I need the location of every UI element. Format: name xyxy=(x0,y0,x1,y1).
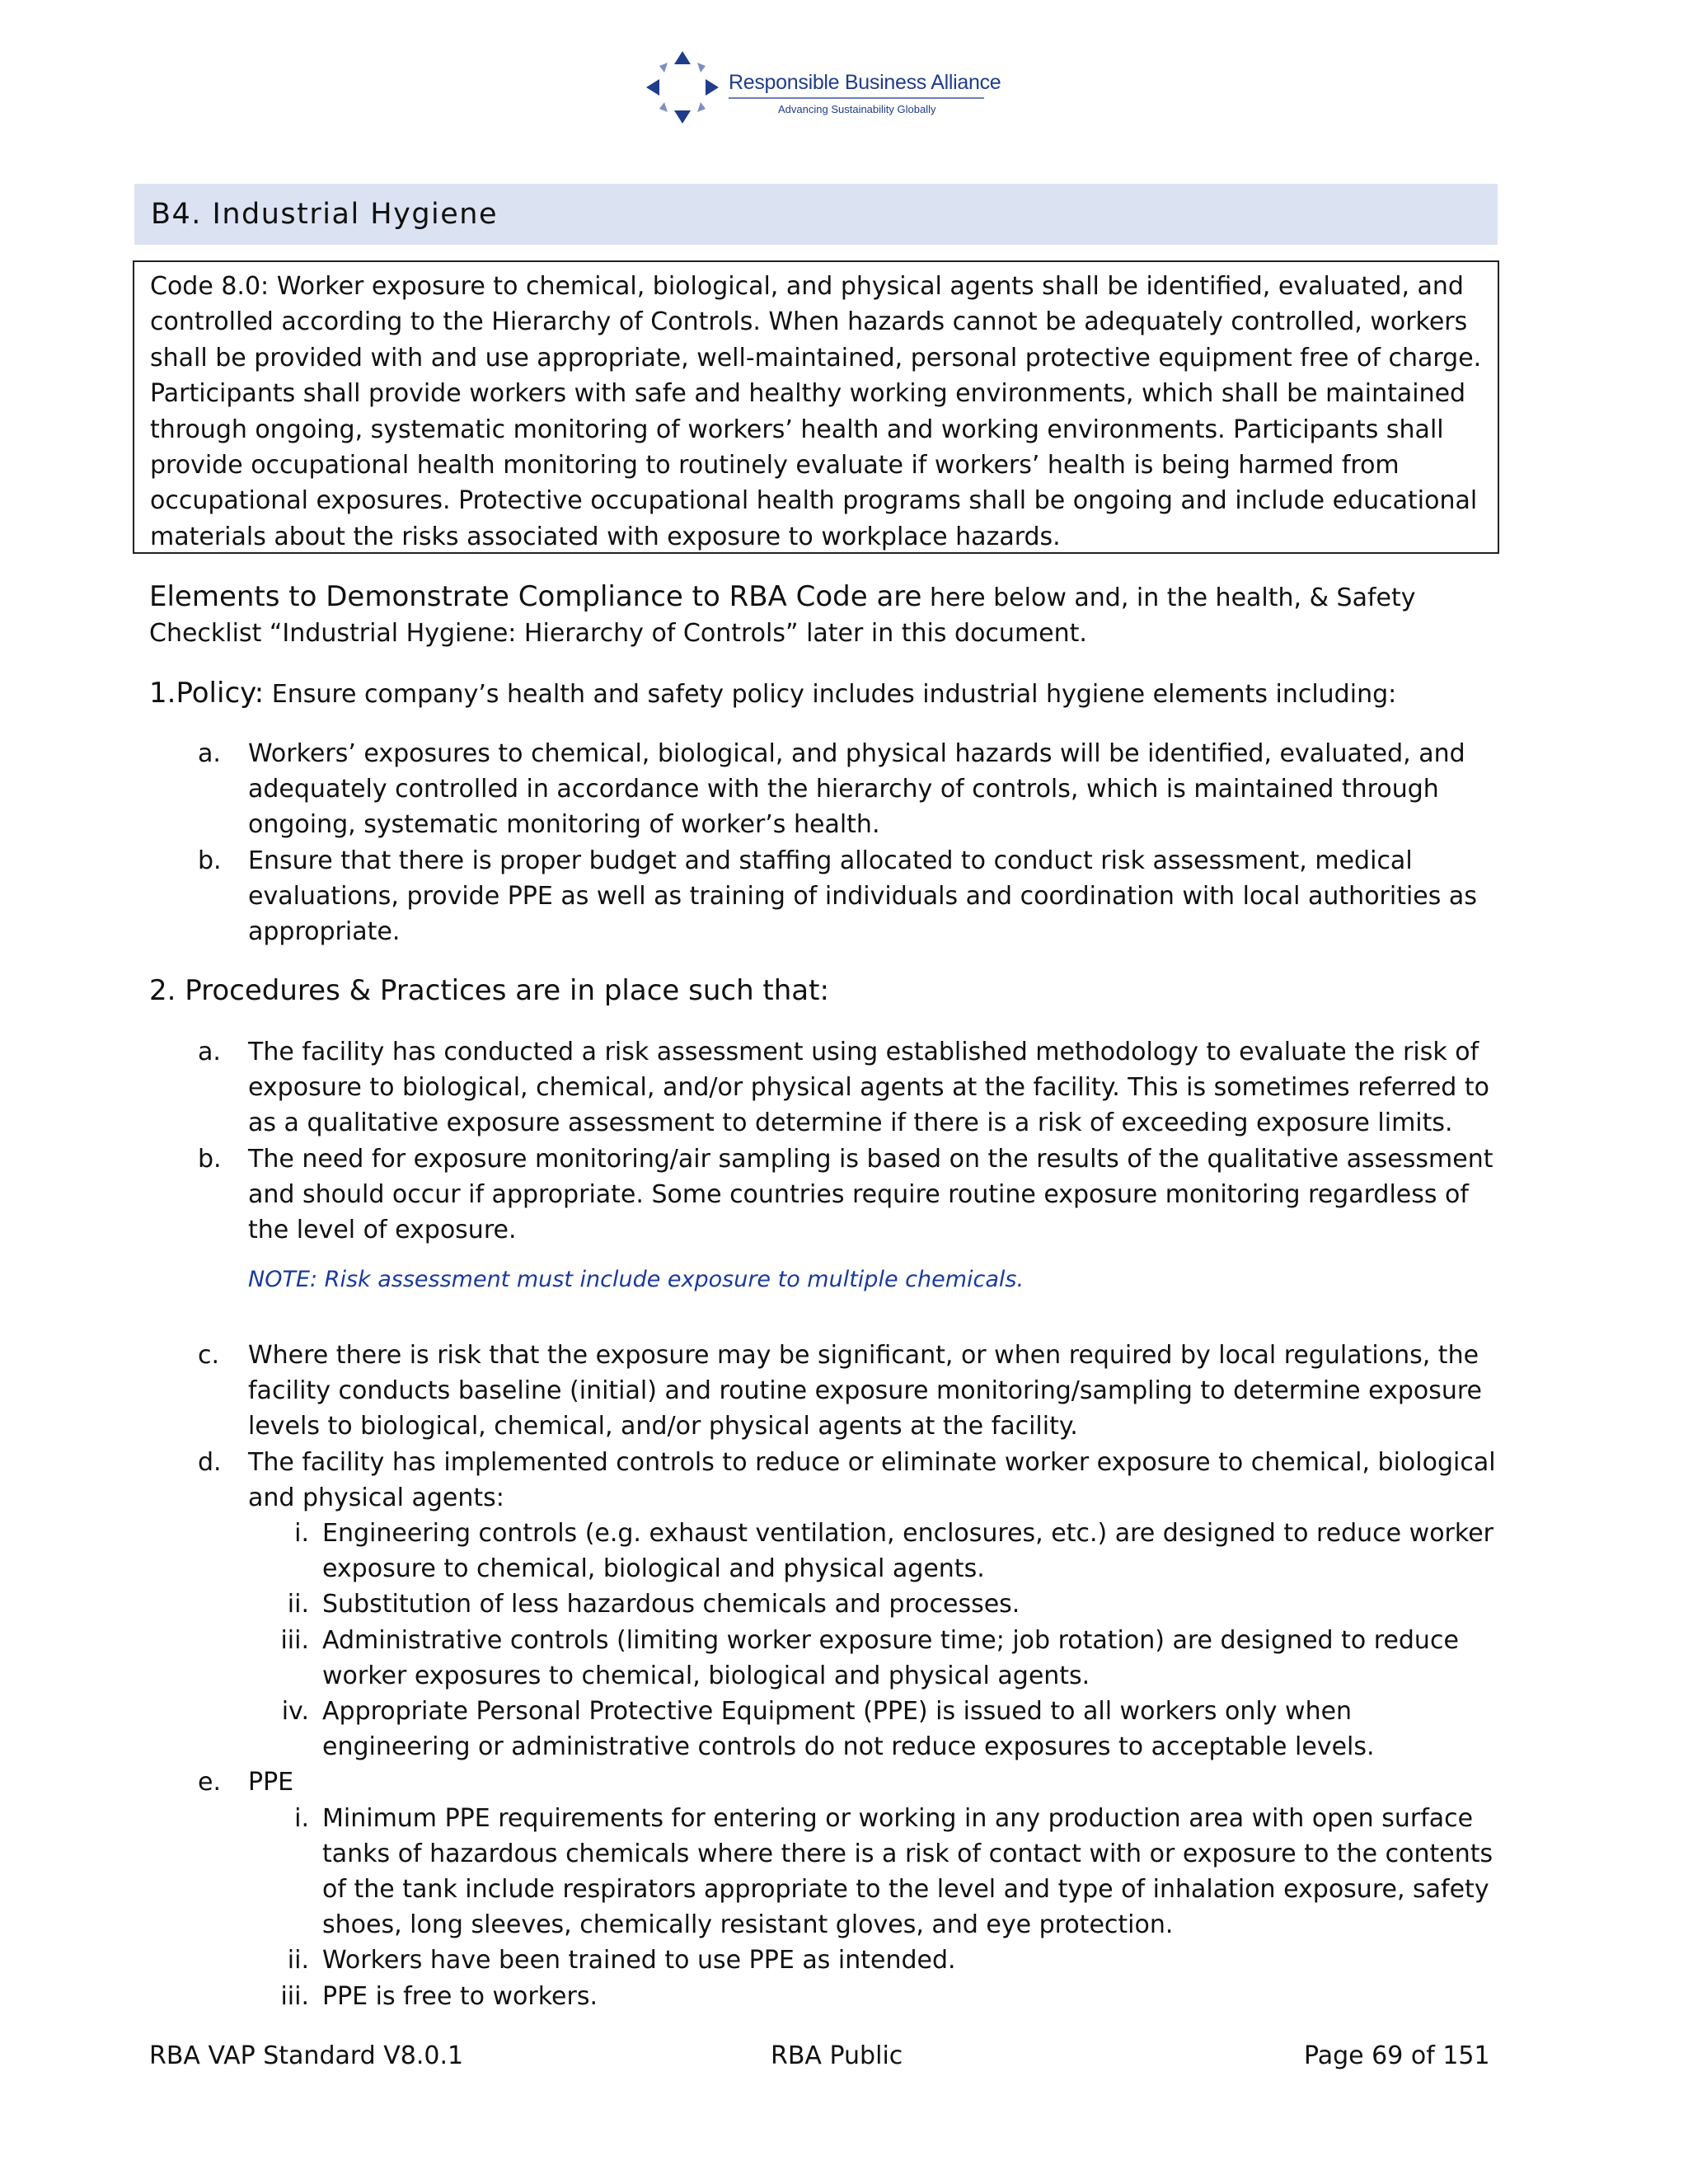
sublist-item xyxy=(280,1979,1501,2014)
elements-intro xyxy=(149,579,1501,651)
sublist-marker: i. xyxy=(294,1803,309,1833)
sublist-item xyxy=(287,1586,1501,1622)
sublist-item xyxy=(294,1801,1501,1943)
procedures-list-ab xyxy=(198,1034,1501,1248)
list-item xyxy=(198,1765,1501,2013)
list-item-text: The facility has conducted a risk assessment using established methodology to evaluate the risk of exposure to biological, chemical, and/or physical agents at the facility. This is sometimes referred to as a qualitative exposure assessment to determine if there is a risk of exceeding exposure limits. xyxy=(248,1038,1490,1138)
procedures-list-ce xyxy=(198,1338,1501,2014)
elements-rest: here below and, in the health, & Safety Checklist “Industrial Hygiene: Hierarchy of Controls” later in this document. xyxy=(149,583,1416,648)
policy-list xyxy=(198,736,1484,949)
sublist-item xyxy=(287,1943,1501,1978)
policy-label: Policy: xyxy=(176,677,265,710)
sublist-item-text: Appropriate Personal Protective Equipment (PPE) is issued to all workers only when engineering or administrative controls do not reduce exposures to acceptable levels. xyxy=(322,1697,1375,1762)
list-item xyxy=(198,1338,1501,1445)
list-item-text: PPE xyxy=(248,1768,294,1797)
list-marker: b. xyxy=(198,846,222,875)
section-title: B4. Industrial Hygiene xyxy=(151,198,499,231)
footer-document-id: RBA VAP Standard V8.0.1 xyxy=(149,2041,464,2070)
risk-assessment-note: NOTE: Risk assessment must include exposure to multiple chemicals. xyxy=(248,1267,1025,1292)
code-statement-text: Code 8.0: Worker exposure to chemical, biological, and physical agents shall be identified, evaluated, and controlled according to the Hierarchy of Controls. When hazards cannot be adequately controlled, workers shall be provided with and use appropriate, well-maintained, personal protective equipment free of charge. Participants shall provide workers with safe and healthy working environments, which shall be maintained through ongoing, systematic monitoring of workers’ health and working environments. Participants shall provide occupational health monitoring to routinely evaluate if workers’ health is being harmed from occupational exposures. Protective occupational health programs shall be ongoing and include educational materials about the risks associated with exposure to workplace hazards. xyxy=(150,272,1482,551)
sublist-marker: iv. xyxy=(281,1697,309,1727)
sublist-item xyxy=(280,1623,1501,1694)
sublist-item-text: PPE is free to workers. xyxy=(322,1981,598,2011)
logo-tagline: Advancing Sustainability Globally xyxy=(778,103,936,115)
sublist-marker: iii. xyxy=(280,1625,309,1655)
list-item-text: The facility has implemented controls to reduce or eliminate worker exposure to chemical, biological and physical agents: xyxy=(248,1447,1496,1512)
list-item-text: Where there is risk that the exposure may be significant, or when required by local regulations, the facility conducts baseline (initial) and routine exposure monitoring/sampling to determine exposure levels to biological, chemical, and/or physical agents at the facility. xyxy=(248,1341,1483,1441)
list-item-text: Workers’ exposures to chemical, biological, and physical hazards will be identified, evaluated, and adequately controlled in accordance with the hierarchy of controls, which is maintained through ongoing, systematic monitoring of worker’s health. xyxy=(248,739,1465,840)
sublist-item-text: Engineering controls (e.g. exhaust ventilation, enclosures, etc.) are designed to reduce worker exposure to chemical, biological and physical agents. xyxy=(322,1519,1493,1584)
code-statement-box xyxy=(133,260,1499,554)
sublist-item-text: Substitution of less hazardous chemicals and processes. xyxy=(322,1590,1020,1619)
logo-divider xyxy=(729,97,984,99)
sublist-marker: i. xyxy=(294,1519,309,1549)
list-marker: a. xyxy=(198,739,221,768)
list-item xyxy=(198,1141,1501,1249)
elements-lead: Elements to Demonstrate Compliance to RBA Code are xyxy=(149,580,922,613)
controls-sublist xyxy=(248,1516,1501,1765)
logo-title: Responsible Business Alliance xyxy=(729,71,1001,94)
list-item-text: Ensure that there is proper budget and staffing allocated to conduct risk assessment, medical evaluations, provide PPE as well as training of individuals and coordination with local authorities as appropriate. xyxy=(248,846,1477,947)
list-item xyxy=(198,843,1484,950)
list-marker: e. xyxy=(198,1768,221,1797)
policy-number: 1. xyxy=(149,677,176,710)
policy-text: Ensure company’s health and safety policy includes industrial hygiene elements including: xyxy=(264,680,1397,709)
rba-logo xyxy=(643,48,1006,130)
procedures-heading: 2. Procedures & Practices are in place such that: xyxy=(149,974,829,1007)
list-marker: c. xyxy=(198,1341,220,1370)
sublist-item xyxy=(294,1516,1501,1586)
list-item-text: The need for exposure monitoring/air sampling is based on the results of the qualitative assessment and should occur if appropriate. Some countries require routine exposure monitoring regardless of the level of exposure. xyxy=(248,1144,1493,1245)
section-header xyxy=(134,184,1498,245)
sublist-item-text: Minimum PPE requirements for entering or working in any production area with open surface tanks of hazardous chemicals where there is a risk of contact with or exposure to the contents of the tank include respirators appropriate to the level and type of inhalation exposure, safety shoes, long sleeves, chemically resistant gloves, and eye protection. xyxy=(322,1803,1493,1940)
list-marker: b. xyxy=(198,1144,222,1174)
policy-heading xyxy=(149,675,1396,713)
sublist-marker: ii. xyxy=(287,1590,309,1619)
list-item xyxy=(198,1445,1501,1765)
list-marker: d. xyxy=(198,1447,222,1477)
list-item xyxy=(198,736,1484,843)
footer-classification: RBA Public xyxy=(771,2041,903,2070)
rba-compass-icon xyxy=(643,48,722,127)
sublist-item-text: Workers have been trained to use PPE as intended. xyxy=(322,1946,956,1975)
sublist-item-text: Administrative controls (limiting worker exposure time; job rotation) are designed to reduce worker exposures to chemical, biological and physical agents. xyxy=(322,1625,1459,1690)
sublist-item xyxy=(281,1694,1501,1765)
sublist-marker: ii. xyxy=(287,1946,309,1975)
ppe-sublist xyxy=(248,1801,1501,2014)
list-item xyxy=(198,1034,1501,1141)
footer-page-number: Page 69 of 151 xyxy=(1304,2041,1490,2070)
list-marker: a. xyxy=(198,1038,221,1066)
sublist-marker: iii. xyxy=(280,1981,309,2011)
